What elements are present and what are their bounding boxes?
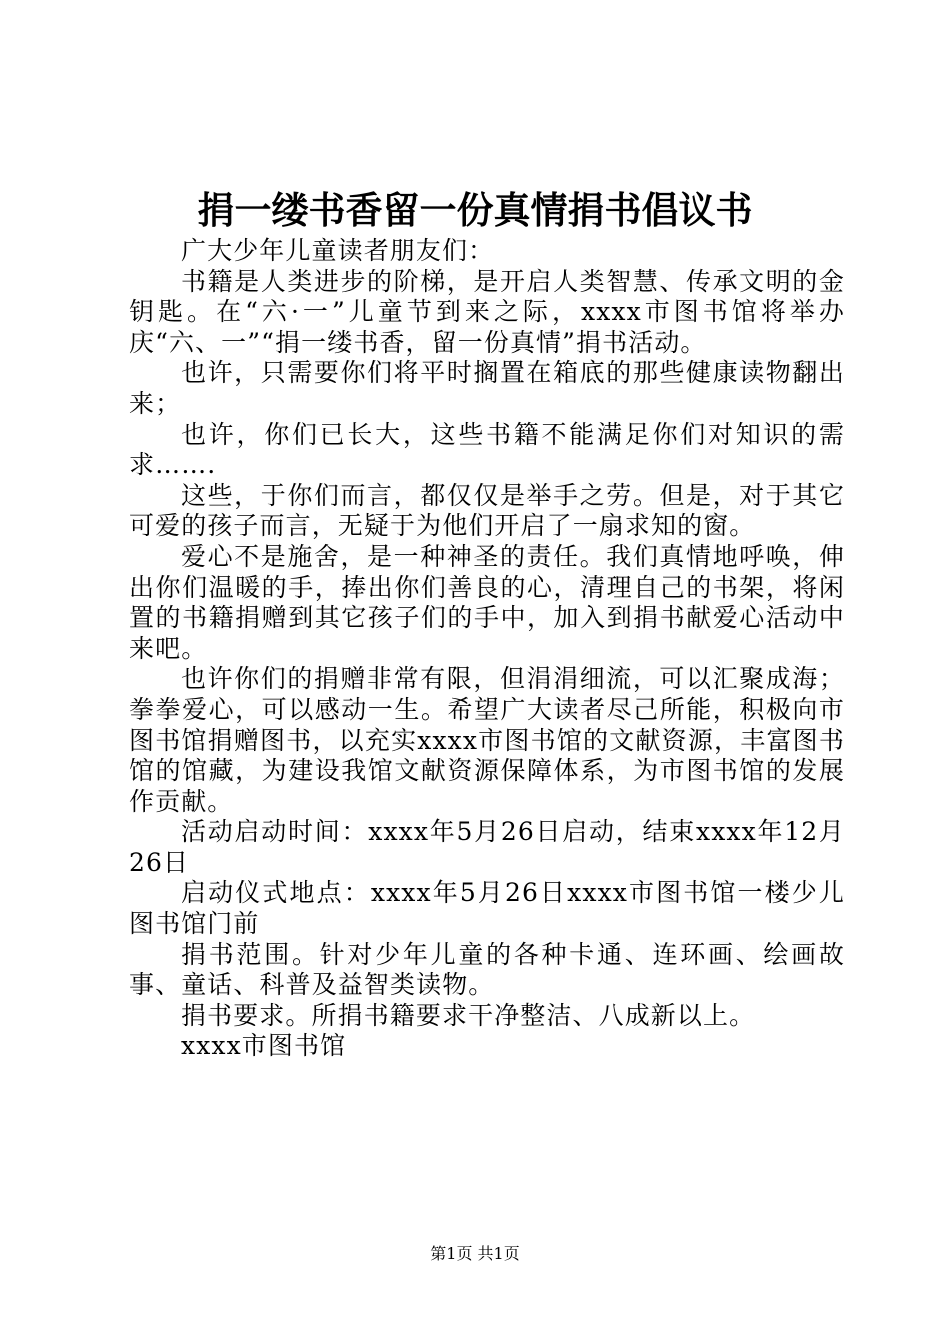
event-time: 活动启动时间：xxxx年5月26日启动，结束xxxx年12月26日 bbox=[129, 817, 845, 877]
donation-scope: 捐书范围。针对少年儿童的各种卡通、连环画、绘画故事、童话、科普及益智类读物。 bbox=[129, 939, 845, 1000]
paragraph-appeal: 也许你们的捐赠非常有限，但涓涓细流，可以汇聚成海；拳拳爱心，可以感动一生。希望广大读者尽己所能，积极向市图书馆捐赠图书，以充实xxxx市图书馆的文献资源，丰富图书馆的馆藏，为建设我馆文献资源保障体系，为市图书馆的发展作贡献。 bbox=[129, 664, 845, 816]
event-location: 启动仪式地点：xxxx年5月26日xxxx市图书馆一楼少儿图书馆门前 bbox=[129, 878, 845, 939]
paragraph-effort: 这些，于你们而言，都仅仅是举手之劳。但是，对于其它可爱的孩子而言，无疑于为他们开启了一扇求知的窗。 bbox=[129, 480, 845, 541]
paragraph-perhaps-2: 也许，你们已长大，这些书籍不能满足你们对知识的需求……. bbox=[129, 419, 845, 480]
paragraph-love: 爱心不是施舍，是一种神圣的责任。我们真情地呼唤，伸出你们温暖的手，捧出你们善良的心，清理自己的书架，将闲置的书籍捐赠到其它孩子们的手中，加入到捐书献爱心活动中来吧。 bbox=[129, 541, 845, 663]
donation-requirements: 捐书要求。所捐书籍要求干净整洁、八成新以上。 bbox=[181, 1000, 756, 1030]
document-body bbox=[129, 236, 845, 1062]
paragraph-intro: 书籍是人类进步的阶梯，是开启人类智慧、传承文明的金钥匙。在“六·一”儿童节到来之际，xxxx市图书馆将举办庆“六、一”“捐一缕书香，留一份真情”捐书活动。 bbox=[129, 266, 845, 357]
page-title: 捐一缕书香留一份真情捐书倡议书 bbox=[197, 188, 753, 232]
signature: xxxx市图书馆 bbox=[181, 1031, 347, 1061]
salutation: 广大少年儿童读者朋友们： bbox=[181, 236, 495, 265]
page-footer: 第1页 共1页 bbox=[430, 1244, 520, 1263]
paragraph-perhaps-1: 也许，只需要你们将平时搁置在箱底的那些健康读物翻出来； bbox=[129, 358, 845, 418]
